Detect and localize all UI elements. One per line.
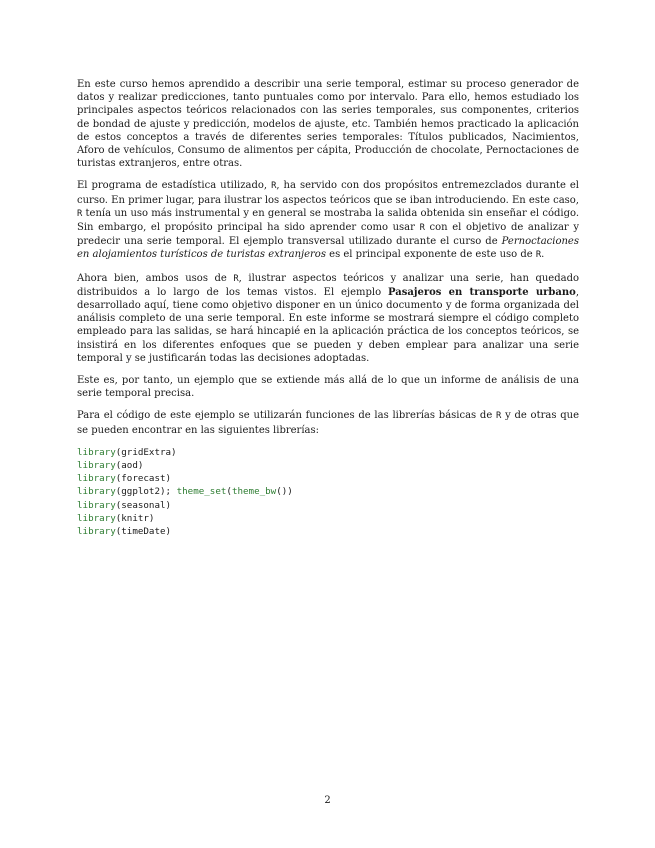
document-body xyxy=(77,78,579,538)
paragraph-example: Ahora bien, ambos usos de R, ilustrar aspectos teóricos y analizar una serie, han quedado distribuidos a lo largo de los temas vistos. El ejemplo Pasajeros en transporte urbano, desarrollado aquí, tiene como objetivo disponer en un único documento y de forma organizada del análisis completo de una serie temporal. En este informe se mostrará siempre el código completo empleado para las salidas, se hará hincapié en la aplicación práctica de los conceptos teóricos, se insistirá en los diferentes enfoques que se pueden y deben emplear para analizar una serie temporal y se justificarán todas las decisiones adoptadas. xyxy=(77,272,579,364)
code-line: library(ggplot2); theme_set(theme_bw()) xyxy=(77,486,293,498)
paragraph-libraries: Para el código de este ejemplo se utilizarán funciones de las librerías básicas de R y de otras que se pueden encontrar en las siguientes librerías: xyxy=(77,410,579,436)
code-line: library(forecast) xyxy=(77,473,172,485)
code-block xyxy=(77,446,579,538)
code-line: library(knitr) xyxy=(77,512,155,524)
code-line: library(gridExtra) xyxy=(77,446,177,458)
code-line: library(seasonal) xyxy=(77,499,172,511)
paragraph-scope: Este es, por tanto, un ejemplo que se extiende más allá de lo que un informe de análisis de una serie temporal precisa. xyxy=(77,375,579,400)
code-line: library(timeDate) xyxy=(77,526,172,538)
page-number: 2 xyxy=(324,795,331,806)
paragraph-intro: En este curso hemos aprendido a describir una serie temporal, estimar su proceso generador de datos y realizar predicciones, tanto puntuales como por intervalo. Para ello, hemos estudiado los principales aspectos teóricos relacionados con las series temporales, sus componentes, criterios de bondad de ajuste y predicción, modelos de ajuste, etc. También hemos practicado la aplicación de estos conceptos a través de diferentes series temporales: Títulos publicados, Nacimientos, Aforo de vehículos, Consumo de alimentos per cápita, Producción de chocolate, Pernoctaciones de turistas extranjeros, entre otras. xyxy=(77,79,579,170)
paragraph-r-usage: El programa de estadística utilizado, R, ha servido con dos propósitos entremezclados durante el curso. En primer lugar, para ilustrar los aspectos teóricos que se iban introduciendo. En este caso, R tenía un uso más instrumental y en general se mostraba la salida obtenida sin enseñar el código. Sin embargo, el propósito principal ha sido aprender como usar R con el objetivo de analizar y predecir una serie temporal. El ejemplo transversal utilizado durante el curso de Pernoctaciones en alojamientos turísticos de turistas extranjeros es el principal exponente de este uso de R. xyxy=(77,180,579,261)
code-line: library(aod) xyxy=(77,460,144,472)
